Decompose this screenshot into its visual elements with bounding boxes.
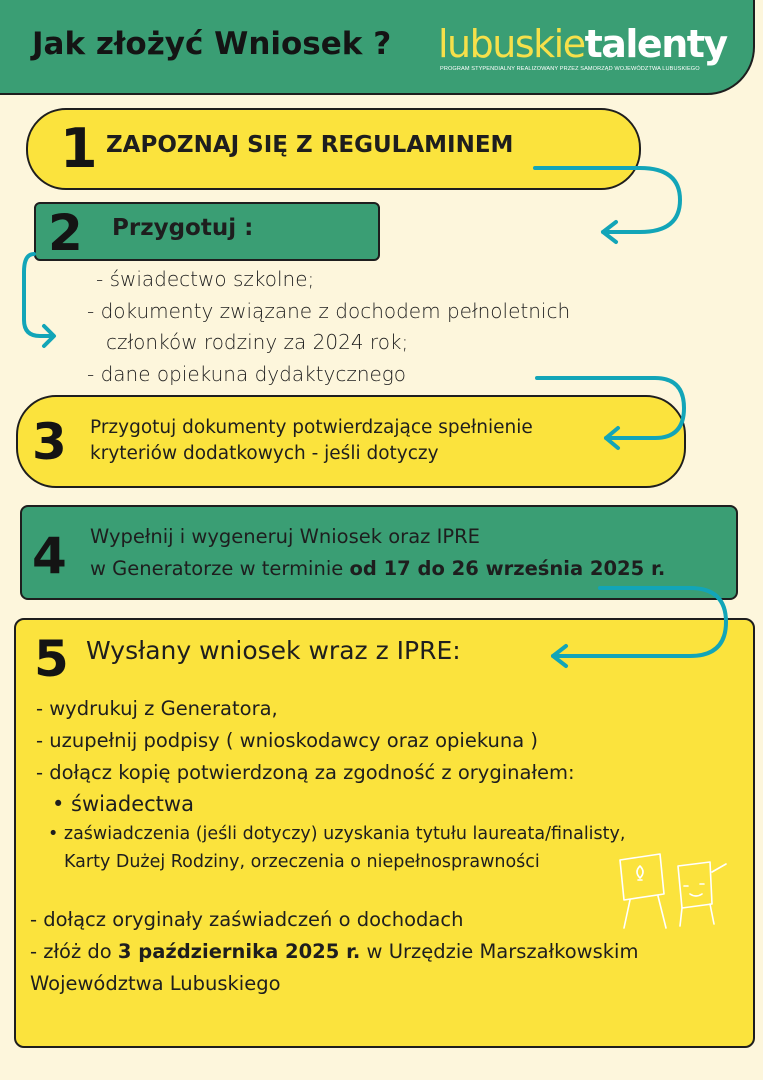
step-3-number: 3 [32, 413, 67, 471]
step-2-number: 2 [48, 204, 83, 262]
step-2-item: - dokumenty związane z dochodem pełnoletnich [87, 299, 571, 323]
arrow-curve-3 [537, 378, 684, 438]
step-2-item: członków rodziny za 2024 rok; [106, 330, 409, 354]
step-5-item: - dołącz kopię potwierdzoną za zgodność z oryginałem: [36, 761, 575, 784]
step-5-bullet-continued: Karty Dużej Rodziny, orzeczenia o niepełnosprawności [64, 852, 540, 872]
logo-tagline: PROGRAM STYPENDIALNY REALIZOWANY PRZEZ SAMORZĄD WOJEWÓDZTWA LUBUSKIEGO [440, 66, 700, 72]
step-5-office: Województwa Lubuskiego [30, 972, 281, 995]
step-5-item: - wydrukuj z Generatora, [36, 697, 278, 720]
step-5-bullet: • świadectwa [52, 792, 194, 816]
step-1-title: ZAPOZNAJ SIĘ Z REGULAMINEM [106, 132, 514, 158]
arrow-curve-4 [553, 588, 726, 656]
step-4-number: 4 [32, 527, 67, 585]
step-4-line-2-prefix: w Generatorze w terminie [90, 557, 350, 580]
step-2-title: Przygotuj : [112, 215, 254, 241]
step-5-number: 5 [34, 630, 69, 688]
step-5-submit-deadline: 3 października 2025 r. [117, 940, 361, 963]
step-5-submit-prefix: - złóż do [30, 940, 118, 963]
step-2-item: - świadectwo szkolne; [96, 267, 315, 291]
logo-part-talenty: talenty [584, 22, 727, 66]
step-4-line-1: Wypełnij i wygeneruj Wniosek oraz IPRE [90, 525, 480, 548]
step-4-deadline: od 17 do 26 września 2025 r. [349, 557, 666, 580]
step-3-line-1: Przygotuj dokumenty potwierdzające spełnienie [90, 417, 533, 438]
logo-part-lubuskie: lubuskie [438, 22, 585, 66]
step-5-submit-suffix: w Urzędzie Marszałkowskim [360, 940, 639, 963]
arrow-curve-1 [535, 168, 680, 232]
step-5-item: - uzupełnij podpisy ( wnioskodawcy oraz opiekuna ) [36, 729, 538, 752]
step-5-title: Wysłany wniosek wraz z IPRE: [86, 636, 461, 665]
arrow-curve-2 [24, 254, 52, 336]
step-1-number: 1 [60, 117, 98, 180]
step-5-bullet: • zaświadczenia (jeśli dotyczy) uzyskania tytułu laureata/finalisty, [48, 824, 626, 844]
step-2-item: - dane opiekuna dydaktycznego [87, 362, 407, 386]
step-5-item: - dołącz oryginały zaświadczeń o dochodach [30, 908, 464, 931]
page-title: Jak złożyć Wniosek ? [32, 26, 392, 62]
step-3-line-2: kryteriów dodatkowych - jeśli dotyczy [90, 443, 439, 464]
